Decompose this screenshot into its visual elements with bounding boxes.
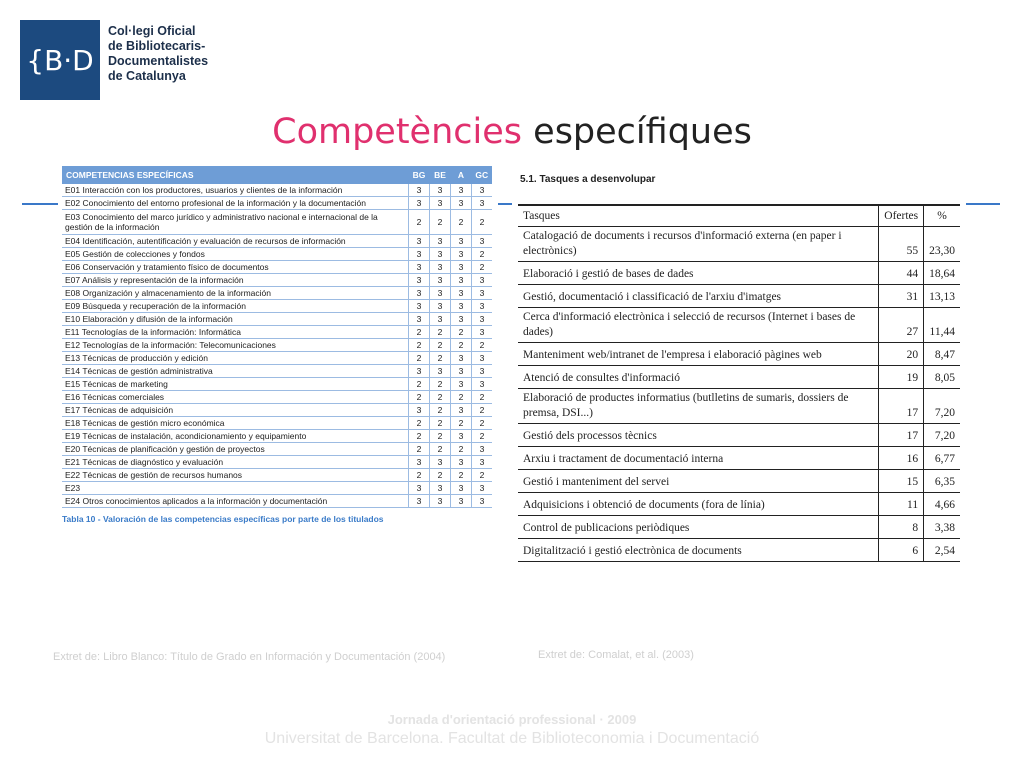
competency-label: E02 Conocimiento del entorno profesional de la información y la documentación	[62, 197, 409, 210]
table-row	[518, 308, 960, 343]
rating-cell: 2	[472, 210, 493, 235]
rating-cell: 3	[430, 184, 451, 197]
org-name-line: Documentalistes	[108, 54, 209, 68]
competency-label: E06 Conservación y tratamiento físico de documentos	[62, 261, 409, 274]
offers-cell: 17	[879, 424, 924, 447]
organization-logo	[20, 20, 100, 100]
rating-cell: 3	[430, 197, 451, 210]
table-row	[518, 343, 960, 366]
table-row	[62, 210, 492, 235]
rating-cell: 3	[472, 326, 493, 339]
rating-cell: 3	[451, 378, 472, 391]
competency-label: E09 Búsqueda y recuperación de la información	[62, 300, 409, 313]
table-caption: Tabla 10 - Valoración de las competencias específicas por parte de los titulados	[62, 514, 384, 524]
rating-cell: 2	[409, 469, 430, 482]
table-row	[518, 389, 960, 424]
rating-cell: 2	[430, 443, 451, 456]
rating-cell: 2	[451, 417, 472, 430]
rating-cell: 3	[451, 235, 472, 248]
competency-label: E13 Técnicas de producción y edición	[62, 352, 409, 365]
table-row	[62, 287, 492, 300]
task-label: Gestió i manteniment del servei	[518, 470, 879, 493]
percent-cell: 13,13	[924, 285, 960, 308]
competency-label: E16 Técnicas comerciales	[62, 391, 409, 404]
rating-cell: 3	[409, 274, 430, 287]
table-row	[62, 430, 492, 443]
rating-cell: 3	[472, 365, 493, 378]
table-row	[518, 285, 960, 308]
rating-cell: 3	[430, 365, 451, 378]
table-row	[518, 424, 960, 447]
task-label: Elaboració i gestió de bases de dades	[518, 262, 879, 285]
rating-cell: 3	[430, 495, 451, 508]
title-rest: específiques	[533, 112, 752, 152]
percent-cell: 7,20	[924, 389, 960, 424]
rating-cell: 3	[451, 482, 472, 495]
offers-cell: 19	[879, 366, 924, 389]
rating-cell: 2	[430, 469, 451, 482]
task-label: Arxiu i tractament de documentació interna	[518, 447, 879, 470]
rating-cell: 2	[472, 469, 493, 482]
table-row	[62, 469, 492, 482]
percent-cell: 6,35	[924, 470, 960, 493]
competency-label: E14 Técnicas de gestión administrativa	[62, 365, 409, 378]
rating-cell: 3	[430, 287, 451, 300]
rating-cell: 3	[472, 352, 493, 365]
rating-cell: 2	[409, 417, 430, 430]
logo-mark: {B·D	[26, 43, 94, 77]
rating-cell: 3	[430, 482, 451, 495]
rating-cell: 2	[409, 339, 430, 352]
offers-cell: 55	[879, 227, 924, 262]
col-header: BG	[409, 166, 430, 184]
offers-cell: 11	[879, 493, 924, 516]
rating-cell: 3	[451, 261, 472, 274]
percent-cell: 23,30	[924, 227, 960, 262]
competency-label: E11 Tecnologías de la información: Informática	[62, 326, 409, 339]
competencies-header-row	[62, 166, 492, 184]
table-row	[518, 470, 960, 493]
rating-cell: 3	[451, 365, 472, 378]
table-row	[62, 404, 492, 417]
rating-cell: 3	[451, 313, 472, 326]
rating-cell: 2	[451, 469, 472, 482]
percent-cell: 18,64	[924, 262, 960, 285]
competency-label: E07 Análisis y representación de la información	[62, 274, 409, 287]
task-label: Elaboració de productes informatius (butlletins de sumaris, dossiers de premsa, DSI...)	[518, 389, 879, 424]
table-row	[518, 227, 960, 262]
col-header: A	[451, 166, 472, 184]
rating-cell: 3	[409, 197, 430, 210]
rating-cell: 3	[409, 404, 430, 417]
tasks-table	[518, 204, 960, 562]
competency-label: E21 Técnicas de diagnóstico y evaluación	[62, 456, 409, 469]
percent-cell: 3,38	[924, 516, 960, 539]
rating-cell: 3	[451, 300, 472, 313]
rating-cell: 3	[472, 235, 493, 248]
source-note-left: Extret de: Libro Blanco: Título de Grado en Información y Documentación (2004)	[53, 651, 446, 663]
task-label: Adquisicions i obtenció de documents (fora de línia)	[518, 493, 879, 516]
competency-label: E01 Interacción con los productores, usuarios y clientes de la información	[62, 184, 409, 197]
divider-line-right	[966, 203, 1000, 205]
source-note-right: Extret de: Comalat, et al. (2003)	[538, 649, 694, 661]
percent-cell: 8,05	[924, 366, 960, 389]
table-row	[518, 539, 960, 562]
rating-cell: 3	[472, 378, 493, 391]
competency-label: E05 Gestión de colecciones y fondos	[62, 248, 409, 261]
rating-cell: 2	[409, 352, 430, 365]
competency-label: E03 Conocimiento del marco jurídico y administrativo nacional e internacional de la gestión de la información	[62, 210, 409, 235]
competency-label: E15 Técnicas de marketing	[62, 378, 409, 391]
table-row	[62, 197, 492, 210]
competencies-table-figure	[62, 166, 492, 524]
rating-cell: 2	[430, 326, 451, 339]
tasks-table-figure	[518, 204, 960, 562]
rating-cell: 2	[409, 430, 430, 443]
percent-cell: 7,20	[924, 424, 960, 447]
col-header: Tasques	[518, 205, 879, 227]
competency-label: E17 Técnicas de adquisición	[62, 404, 409, 417]
rating-cell: 3	[409, 261, 430, 274]
table-row	[518, 493, 960, 516]
rating-cell: 2	[430, 430, 451, 443]
offers-cell: 6	[879, 539, 924, 562]
percent-cell: 8,47	[924, 343, 960, 366]
rating-cell: 2	[430, 378, 451, 391]
rating-cell: 3	[472, 482, 493, 495]
rating-cell: 3	[409, 235, 430, 248]
table-row	[62, 456, 492, 469]
rating-cell: 2	[451, 443, 472, 456]
table-row	[62, 482, 492, 495]
rating-cell: 3	[472, 274, 493, 287]
percent-cell: 4,66	[924, 493, 960, 516]
col-header: %	[924, 205, 960, 227]
rating-cell: 2	[472, 261, 493, 274]
rating-cell: 2	[451, 326, 472, 339]
rating-cell: 3	[451, 184, 472, 197]
competency-label: E19 Técnicas de instalación, acondicionamiento y equipamiento	[62, 430, 409, 443]
offers-cell: 20	[879, 343, 924, 366]
rating-cell: 3	[451, 287, 472, 300]
table-row	[518, 516, 960, 539]
table-row	[62, 391, 492, 404]
competency-label: E23	[62, 482, 409, 495]
rating-cell: 3	[409, 184, 430, 197]
rating-cell: 2	[430, 391, 451, 404]
rating-cell: 3	[409, 300, 430, 313]
rating-cell: 2	[472, 430, 493, 443]
table-row	[62, 378, 492, 391]
rating-cell: 3	[472, 495, 493, 508]
rating-cell: 3	[430, 313, 451, 326]
table-row	[62, 184, 492, 197]
table-row	[62, 326, 492, 339]
table-row	[62, 352, 492, 365]
rating-cell: 3	[409, 365, 430, 378]
rating-cell: 3	[409, 495, 430, 508]
rating-cell: 2	[430, 352, 451, 365]
offers-cell: 31	[879, 285, 924, 308]
rating-cell: 2	[472, 417, 493, 430]
rating-cell: 2	[409, 443, 430, 456]
competency-label: E22 Técnicas de gestión de recursos humanos	[62, 469, 409, 482]
rating-cell: 3	[472, 313, 493, 326]
rating-cell: 3	[472, 456, 493, 469]
task-label: Manteniment web/intranet de l'empresa i elaboració pàgines web	[518, 343, 879, 366]
col-header: Ofertes	[879, 205, 924, 227]
title-accent: Competències	[272, 112, 523, 152]
rating-cell: 3	[430, 261, 451, 274]
rating-cell: 2	[409, 210, 430, 235]
competency-label: E08 Organización y almacenamiento de la información	[62, 287, 409, 300]
rating-cell: 3	[472, 443, 493, 456]
rating-cell: 3	[472, 287, 493, 300]
offers-cell: 17	[879, 389, 924, 424]
percent-cell: 6,77	[924, 447, 960, 470]
rating-cell: 3	[472, 184, 493, 197]
task-label: Gestió, documentació i classificació de l'arxiu d'imatges	[518, 285, 879, 308]
rating-cell: 2	[409, 391, 430, 404]
rating-cell: 2	[409, 378, 430, 391]
rating-cell: 3	[451, 456, 472, 469]
footer-institution: Universitat de Barcelona. Facultat de Biblioteconomia i Documentació	[264, 730, 760, 747]
offers-cell: 8	[879, 516, 924, 539]
rating-cell: 2	[451, 210, 472, 235]
table-row	[62, 365, 492, 378]
rating-cell: 3	[451, 274, 472, 287]
col-header: COMPETENCIAS ESPECÍFICAS	[62, 166, 409, 184]
organization-name	[108, 24, 208, 84]
offers-cell: 44	[879, 262, 924, 285]
rating-cell: 3	[430, 235, 451, 248]
table-row	[62, 443, 492, 456]
competency-label: E24 Otros conocimientos aplicados a la información y documentación	[62, 495, 409, 508]
rating-cell: 3	[409, 313, 430, 326]
rating-cell: 3	[409, 456, 430, 469]
org-name-line: Col·legi Oficial	[108, 24, 196, 38]
table-row	[518, 262, 960, 285]
table-row	[62, 235, 492, 248]
rating-cell: 2	[451, 339, 472, 352]
tasks-heading: 5.1. Tasques a desenvolupar	[520, 174, 656, 185]
offers-cell: 16	[879, 447, 924, 470]
rating-cell: 2	[472, 391, 493, 404]
rating-cell: 3	[451, 404, 472, 417]
rating-cell: 3	[472, 300, 493, 313]
table-row	[62, 261, 492, 274]
rating-cell: 2	[430, 339, 451, 352]
competency-label: E20 Técnicas de planificación y gestión de proyectos	[62, 443, 409, 456]
table-row	[62, 300, 492, 313]
percent-cell: 11,44	[924, 308, 960, 343]
task-label: Digitalització i gestió electrònica de documents	[518, 539, 879, 562]
rating-cell: 3	[430, 248, 451, 261]
table-row	[518, 366, 960, 389]
rating-cell: 2	[430, 210, 451, 235]
tasks-header-row	[518, 205, 960, 227]
table-row	[62, 274, 492, 287]
slide-title	[0, 112, 1024, 152]
offers-cell: 15	[879, 470, 924, 493]
task-label: Catalogació de documents i recursos d'informació externa (en paper i electrònics)	[518, 227, 879, 262]
competency-label: E12 Tecnologías de la información: Telecomunicaciones	[62, 339, 409, 352]
competencies-table	[62, 166, 492, 508]
rating-cell: 2	[409, 326, 430, 339]
rating-cell: 3	[430, 456, 451, 469]
table-row	[518, 447, 960, 470]
org-name-line: de Catalunya	[108, 69, 186, 83]
rating-cell: 3	[409, 287, 430, 300]
rating-cell: 3	[451, 197, 472, 210]
rating-cell: 3	[451, 352, 472, 365]
rating-cell: 3	[451, 430, 472, 443]
footer-event: Jornada d'orientació professional · 2009	[387, 712, 637, 727]
percent-cell: 2,54	[924, 539, 960, 562]
table-row	[62, 495, 492, 508]
competency-label: E04 Identificación, autentificación y evaluación de recursos de información	[62, 235, 409, 248]
task-label: Cerca d'informació electrònica i selecció de recursos (Internet i bases de dades)	[518, 308, 879, 343]
divider-line-left	[22, 203, 58, 205]
rating-cell: 2	[430, 417, 451, 430]
rating-cell: 2	[430, 404, 451, 417]
task-label: Gestió dels processos tècnics	[518, 424, 879, 447]
org-name-line: de Bibliotecaris-	[108, 39, 206, 53]
table-row	[62, 313, 492, 326]
offers-cell: 27	[879, 308, 924, 343]
table-row	[62, 417, 492, 430]
competency-label: E18 Técnicas de gestión micro económica	[62, 417, 409, 430]
rating-cell: 3	[451, 495, 472, 508]
table-row	[62, 339, 492, 352]
competency-label: E10 Elaboración y difusión de la información	[62, 313, 409, 326]
rating-cell: 3	[430, 274, 451, 287]
rating-cell: 2	[472, 339, 493, 352]
col-header: BE	[430, 166, 451, 184]
rating-cell: 2	[472, 404, 493, 417]
rating-cell: 3	[472, 197, 493, 210]
rating-cell: 3	[409, 248, 430, 261]
rating-cell: 3	[430, 300, 451, 313]
rating-cell: 3	[409, 482, 430, 495]
table-row	[62, 248, 492, 261]
rating-cell: 3	[451, 248, 472, 261]
rating-cell: 2	[451, 391, 472, 404]
col-header: GC	[472, 166, 493, 184]
task-label: Control de publicacions periòdiques	[518, 516, 879, 539]
divider-line-middle	[498, 203, 512, 205]
rating-cell: 2	[472, 248, 493, 261]
task-label: Atenció de consultes d'informació	[518, 366, 879, 389]
